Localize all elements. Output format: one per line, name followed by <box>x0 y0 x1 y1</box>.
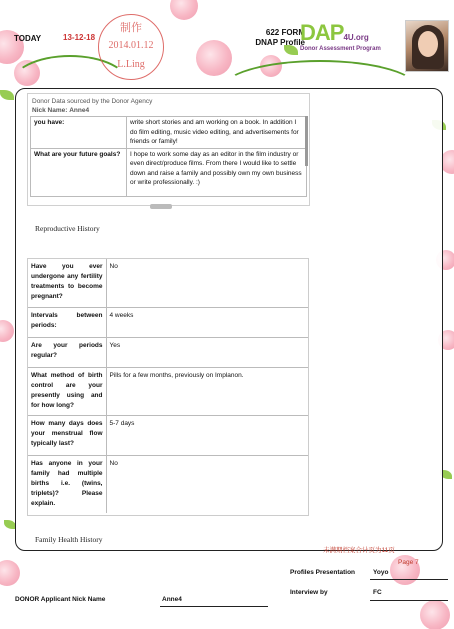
answer-cell: Pills for a few months, previously on Implanon. <box>106 367 308 415</box>
table-row <box>28 415 308 455</box>
question-cell: Are your periods regular? <box>28 337 106 367</box>
nick-name-label: Nick Name: <box>32 107 68 114</box>
interview-by-value: FC <box>373 589 382 596</box>
form-title <box>235 28 305 48</box>
table-row <box>28 367 308 415</box>
question-cell: you have: <box>31 117 127 149</box>
dap-logo <box>300 20 381 52</box>
header <box>0 0 454 78</box>
today-date: 13-12-18 <box>63 33 96 42</box>
screenshot-table <box>30 116 307 197</box>
page-number: Page 7 <box>398 559 419 566</box>
table-row <box>28 259 308 307</box>
reproductive-history-title: Reproductive History <box>35 224 100 233</box>
question-cell: What are your future goals? <box>31 148 127 196</box>
question-cell: Intervals between periods: <box>28 307 106 337</box>
page-count-note: 未满期档案合计页为11页 <box>323 547 395 554</box>
answer-cell: write short stories and am working on a book. In addition I do film editing, music video editing, and advertisements for friends or family! <box>127 117 307 149</box>
table-row <box>31 117 307 149</box>
answer-cell: No <box>109 459 118 467</box>
question-cell: Have you ever undergone any fertility treatments to become pregnant? <box>28 259 106 307</box>
scrollbar[interactable] <box>305 116 308 166</box>
table-row <box>28 337 308 367</box>
donor-nick-name-value: Anne4 <box>162 596 182 603</box>
stamp-line-3: L.Ling <box>117 59 145 70</box>
answer-cell: I hope to work some day as an editor in the film industry or even direct/produce films. From there I would like to settle down and raise a family and possibly own my own business or write professionally. :) <box>127 148 307 196</box>
table-row <box>31 148 307 196</box>
profiles-presentation-value: Yoyo <box>373 569 389 576</box>
stamp-line-1: 制作 <box>120 22 142 34</box>
logo-main: DAP <box>300 20 344 45</box>
answer-cell: 5-7 days <box>106 415 308 455</box>
table-row <box>28 455 308 513</box>
nick-name-value: Anne4 <box>69 107 90 114</box>
reproductive-history-table <box>27 258 309 516</box>
stamp-line-2: 2014.01.12 <box>108 40 154 51</box>
answer-cell: Yes <box>106 337 308 367</box>
answer-cell: No <box>106 259 308 307</box>
resize-handle[interactable] <box>150 204 172 209</box>
screenshot-header <box>28 94 309 115</box>
source-line: Donor Data sourced by the Donor Agency <box>32 98 153 105</box>
red-stamp <box>98 14 164 80</box>
logo-suffix: 4U.org <box>343 33 369 42</box>
donor-data-screenshot <box>27 93 310 206</box>
form-title-line-1: 622 FORM <box>265 28 305 37</box>
question-cell: How many days does your menstrual flow typically last? <box>28 415 106 455</box>
question-cell: Has anyone in your family had multiple births i.e. (twins, triplets)? Please explain. <box>28 455 106 513</box>
logo-program: Donor Assessment Program <box>300 46 381 52</box>
donor-nick-name-label: DONOR Applicant Nick Name <box>15 596 106 603</box>
interview-by-label: Interview by <box>290 589 328 596</box>
family-health-history-title: Family Health History <box>35 535 103 544</box>
form-title-line-2: DNAP Profile <box>255 38 305 47</box>
question-cell: What method of birth control are your presently using and for how long? <box>28 367 106 415</box>
table-row <box>28 307 308 337</box>
profiles-presentation-label: Profiles Presentation <box>290 569 356 576</box>
donor-photo <box>405 20 449 72</box>
today-label: TODAY <box>14 34 42 43</box>
answer-cell: 4 weeks <box>106 307 308 337</box>
